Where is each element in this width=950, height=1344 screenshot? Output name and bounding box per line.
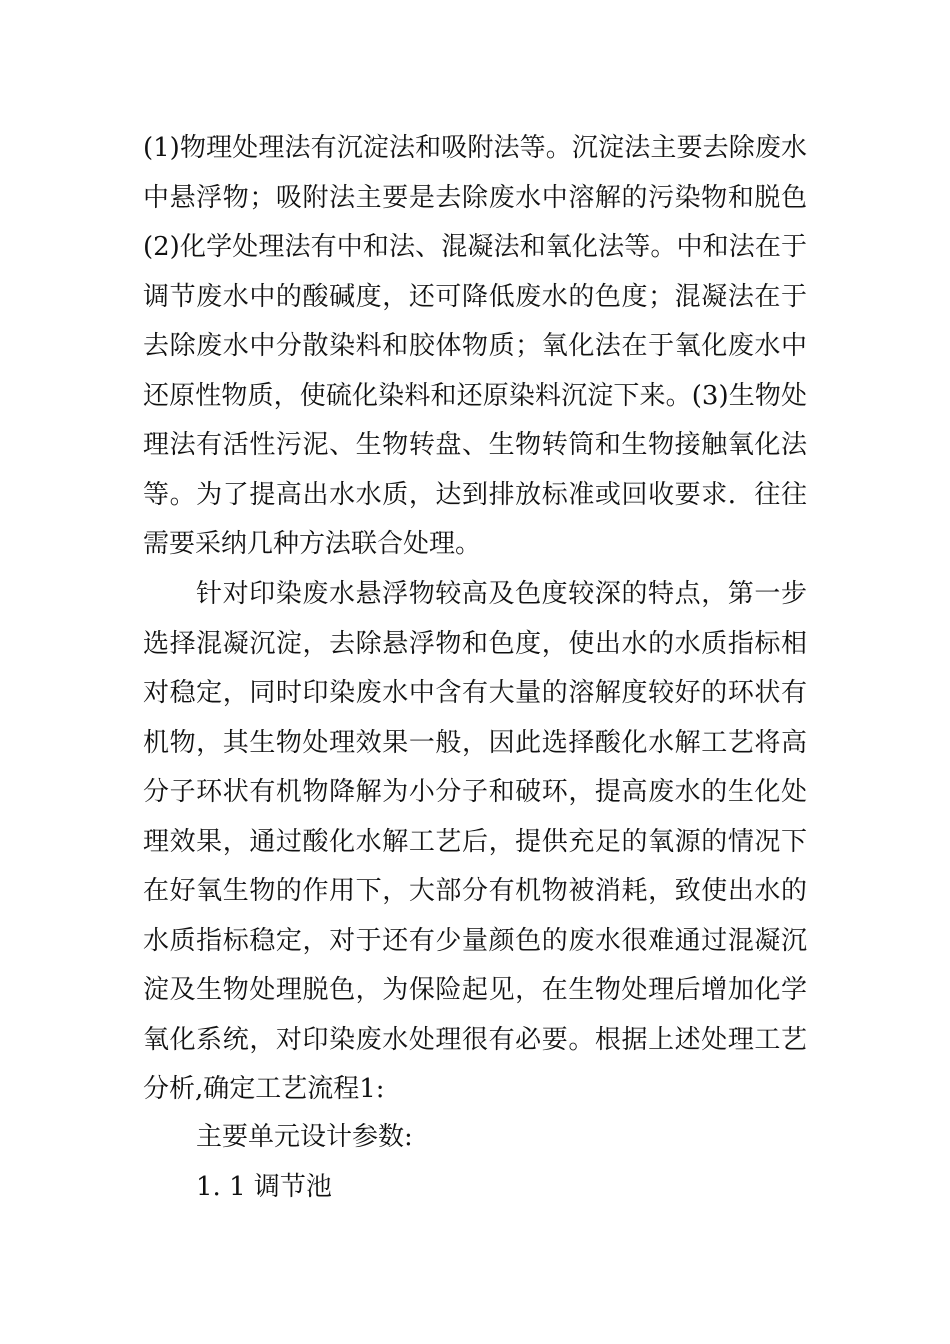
text-line: 淀及生物处理脱色，为保险起见，在生物处理后增加化学 xyxy=(143,975,807,1005)
heading-text: 主要单元设计参数: xyxy=(196,1122,413,1152)
heading-section-1-1 xyxy=(143,1163,807,1213)
text-line: 水质指标稳定，对于还有少量颜色的废水很难通过混凝沉 xyxy=(143,925,807,956)
text-line: 氧化系统，对印染废水处理很有必要。根据上述处理工艺 xyxy=(143,1024,807,1055)
text-line: 机物，其生物处理效果一般，因此选择酸化水解工艺将高 xyxy=(143,727,807,758)
text-line: 理效果，通过酸化水解工艺后，提供充足的氧源的情况下 xyxy=(143,826,807,857)
paragraph-process-selection xyxy=(143,570,807,1115)
text-line: 还原性物质，使硫化染料和还原染料沉淀下来。(3)生物处 xyxy=(143,380,807,411)
heading-text: 1. 1 调节池 xyxy=(196,1172,332,1202)
text-line: 去除废水中分散染料和胶体物质；氧化法在于氧化废水中 xyxy=(143,331,807,361)
text-line: 在好氧生物的作用下，大部分有机物被消耗，致使出水的 xyxy=(143,876,807,906)
text-line: 选择混凝沉淀，去除悬浮物和色度，使出水的水质指标相 xyxy=(143,628,807,659)
text-line: (1)物理处理法有沉淀法和吸附法等。沉淀法主要去除废水 xyxy=(143,133,807,163)
text-line: 理法有活性污泥、生物转盘、生物转筒和生物接触氧化法 xyxy=(143,430,807,460)
text-line: 调节废水中的酸碱度，还可降低废水的色度；混凝法在于 xyxy=(143,281,807,312)
text-line: 需要采纳几种方法联合处理。 xyxy=(143,529,482,559)
text-line: 对稳定，同时印染废水中含有大量的溶解度较好的环状有 xyxy=(143,678,807,708)
heading-design-parameters xyxy=(143,1113,807,1163)
text-line: 分析,确定工艺流程1: xyxy=(143,1074,385,1104)
text-line: 中悬浮物；吸附法主要是去除废水中溶解的污染物和脱色 xyxy=(143,182,807,213)
text-line: (2)化学处理法有中和法、混凝法和氧化法等。中和法在于 xyxy=(143,232,807,262)
text-line: 分子环状有机物降解为小分子和破环，提高废水的生化处 xyxy=(143,777,807,807)
text-line: 等。为了提高出水水质，达到排放标准或回收要求．往往 xyxy=(143,479,807,510)
paragraph-treatment-methods xyxy=(143,124,807,570)
text-line: 针对印染废水悬浮物较高及色度较深的特点，第一步 xyxy=(196,579,807,609)
